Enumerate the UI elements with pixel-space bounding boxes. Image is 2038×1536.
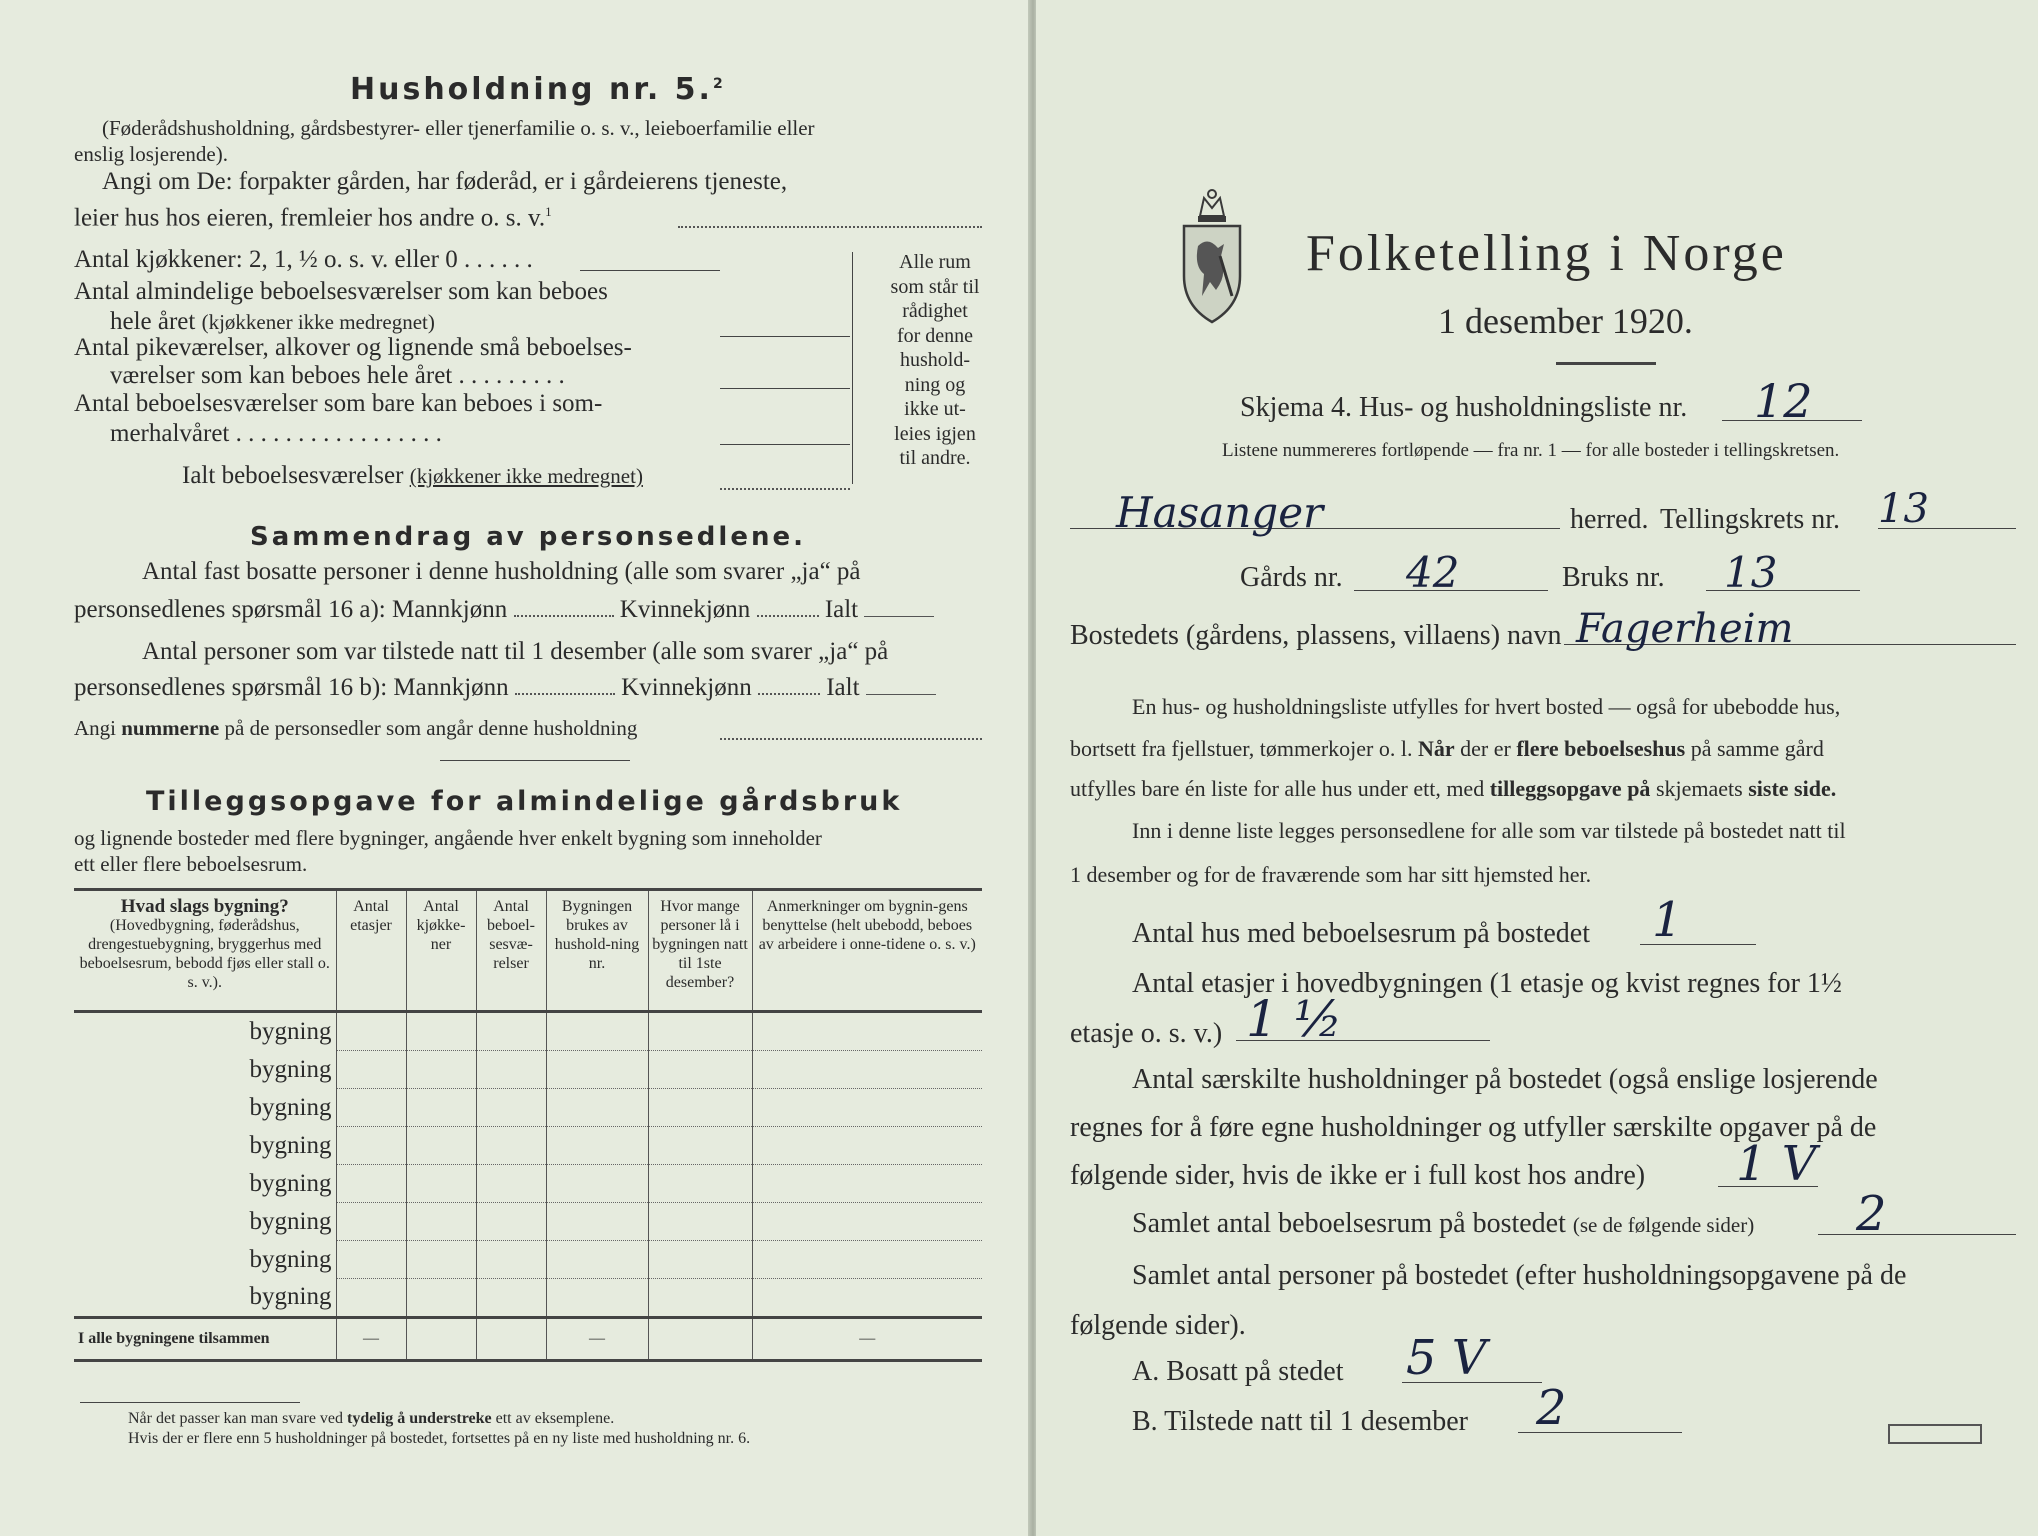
krets-value: 13 [1878,486,1929,532]
supplement-text-1: og lignende bosteder med flere bygninger, angående hver enkelt bygning som inneholder [74,826,822,850]
table-cell [752,1127,982,1165]
table-cell [752,1203,982,1241]
building-label: bygning [249,1093,332,1121]
summary-fast-female-blank [757,615,819,617]
col-floors: Antal etasjer [336,890,406,1012]
instr-2e: på samme gård [1690,736,1824,761]
table-cell [476,1241,546,1279]
instr-4: Inn i denne liste legges personsedlene for alle som var tilstede på bostedet natt til [1132,818,1846,843]
q-rooms-text: Samlet antal beboelsesrum på bostedet [1132,1208,1566,1239]
table-cell [406,1051,476,1089]
table-row [74,1051,982,1089]
total-rooms-label [182,462,643,490]
table-cell [336,1012,406,1051]
summary-present-1: Antal personer som var tilstede natt til 1 desember (alle som svarer „ja“ på [142,638,889,665]
angi-answer-line [678,226,982,228]
table-cell [546,1279,648,1318]
total-dash: — [752,1318,982,1361]
rooms-note [880,250,990,471]
summary-angi-numbers [74,716,637,741]
bruks-label: Bruks nr. [1562,562,1665,593]
total-rooms-answer-line [720,488,850,490]
summary-fast-total-label: Ialt [824,596,859,623]
col-building-type-sub: (Hovedbygning, føderådshus, drengestuebygning, bryggerhus med beboelsesrum, bebodd fjøs eller stall o. s. v.). [79,917,330,991]
table-total-row [74,1318,982,1361]
rooms-brace-line [852,252,853,484]
table-cell [406,1279,476,1318]
gards-value: 42 [1406,548,1460,597]
summer-rooms-1: Antal beboelsesværelser som bare kan beboes i som- [74,390,603,417]
table-cell [648,1318,752,1361]
table-cell [546,1241,648,1279]
instr-3b: tilleggsopgave på [1489,776,1651,801]
footnote-1c: ett av eksemplene. [495,1410,615,1427]
footnote-rule [80,1402,300,1403]
summary-present-total-blank [866,694,936,695]
table-cell [336,1241,406,1279]
table-row [74,1127,982,1165]
summary-present-2 [74,674,936,702]
household-title-text: Husholdning nr. 5. [350,72,713,107]
building-label: bygning [249,1131,332,1159]
table-row [74,1241,982,1279]
summary-present-male-label: personsedlenes spørsmål 16 b): Mannkjønn [74,674,509,701]
supplement-title: Tilleggsopgave for almindelige gårdsbruk [146,786,903,817]
table-cell [648,1241,752,1279]
bruks-value: 13 [1724,548,1778,597]
rooms-note-line: for denne [896,324,974,347]
angi-line-2 [74,204,552,232]
table-cell [406,1089,476,1127]
table-cell [406,1127,476,1165]
summary-angi-a: Angi [74,716,116,740]
a-label: A. Bosatt på stedet [1132,1356,1344,1387]
table-cell [648,1051,752,1089]
summary-fast-female-label: Kvinnekjønn [619,596,751,623]
a-value: 5 V [1406,1330,1487,1386]
kitchens-answer-line [580,270,720,271]
ordinary-rooms-1: Antal almindelige beboelsesværelser som kan beboes [74,278,608,305]
q-rooms-line [1818,1234,2016,1235]
table-cell [476,1165,546,1203]
instr-3 [1070,776,1836,802]
table-row [74,1203,982,1241]
herred-value: Hasanger [1116,488,1324,537]
summary-angi-answer-line [720,738,982,740]
table-cell [648,1127,752,1165]
b-value: 2 [1536,1380,1567,1436]
summary-angi-c: på de personsedler som angår denne husholdning [224,716,638,740]
angi-line-1: Angi om De: forpakter gården, har føderåd, er i gårdeierens tjeneste, [102,168,788,195]
q-households-1: Antal særskilte husholdninger på bostedet (også enslige losjerende [1132,1064,1878,1095]
household-title [350,72,726,107]
skjema-nr-value: 12 [1754,374,1813,428]
summary-present-total-label: Ialt [826,674,860,701]
summary-present-female-label: Kvinnekjønn [621,674,752,701]
table-cell [546,1089,648,1127]
table-cell [336,1279,406,1318]
bosted-value: Fagerheim [1576,606,1794,652]
instr-1: En hus- og husholdningsliste utfylles for hvert bosted — også for ubebodde hus, [1132,694,1841,719]
table-cell [476,1203,546,1241]
table-cell [752,1279,982,1318]
rooms-note-line: som står til [890,275,980,298]
table-cell [546,1012,648,1051]
summary-present-male-blank [515,693,615,695]
krets-label: Tellingskrets nr. [1660,504,1841,535]
footnote-1a: Når det passer kan man svare ved [128,1410,344,1427]
table-cell [648,1165,752,1203]
total-rooms-text: Ialt beboelsesværelser [182,462,404,489]
total-dash: — [546,1318,648,1361]
q-households-2: regnes for å føre egne husholdninger og utfyller særskilte opgaver på de [1070,1112,1877,1143]
rooms-note-line: leies igjen [894,422,976,445]
q-floors-1: Antal etasjer i hovedbygningen (1 etasje og kvist regnes for 1½ [1132,968,1842,999]
maid-rooms-answer-line [720,388,850,389]
table-cell [476,1012,546,1051]
numbering-note: Listene nummereres fortløpende — fra nr. 1 — for alle bosteder i tellingskretsen. [1222,440,1840,461]
table-cell [648,1279,752,1318]
q-houses: Antal hus med beboelsesrum på bostedet [1132,918,1591,949]
table-cell [752,1241,982,1279]
summary-fast-2 [74,596,934,624]
q-rooms-value: 2 [1856,1186,1887,1242]
instr-2a: bortsett fra fjellstuer, tømmerkojer o. l. [1070,736,1413,761]
building-label: bygning [249,1169,332,1197]
table-cell [406,1241,476,1279]
rooms-note-line: ikke ut- [904,398,966,420]
total-label: I alle bygningene tilsammen [74,1318,336,1361]
rooms-note-line: ning og [904,373,966,396]
ordinary-rooms-2 [110,308,435,336]
footnote-1b: tydelig å understreke [347,1410,492,1427]
table-cell [476,1051,546,1089]
ordinary-rooms-answer-line [720,336,850,337]
building-label: bygning [249,1017,332,1045]
q-houses-value: 1 [1652,892,1683,948]
q-persons-2: følgende sider). [1070,1310,1246,1341]
col-building-type [74,890,336,1012]
maid-rooms-1: Antal pikeværelser, alkover og lignende små beboelses- [74,334,632,361]
summary-title: Sammendrag av personsedlene. [250,522,806,552]
instr-2 [1070,736,1824,762]
table-cell [406,1318,476,1361]
q-households-3: følgende sider, hvis de ikke er i full kost hos andre) [1070,1160,1646,1191]
herred-label: herred. [1570,504,1649,535]
table-cell [648,1089,752,1127]
bosted-label: Bostedets (gårdens, plassens, villaens) navn [1070,620,1562,651]
q-persons-1: Samlet antal personer på bostedet (efter husholdningsopgavene på de [1132,1260,1907,1291]
summary-fast-male-blank [514,615,614,617]
table-cell [546,1203,648,1241]
summary-fast-male-label: personsedlenes spørsmål 16 a): Mannkjønn [74,596,508,623]
summary-present-female-blank [758,693,820,695]
col-kitchens: Antal kjøkke-ner [406,890,476,1012]
table-cell [476,1279,546,1318]
table-cell [336,1089,406,1127]
total-dash: — [336,1318,406,1361]
table-cell [546,1127,648,1165]
instr-2b: Når [1417,736,1455,761]
instr-2c: der er [1460,736,1511,761]
table-cell [406,1203,476,1241]
household-intro-1: (Føderådshusholdning, gårdsbestyrer- eller tjenerfamilie o. s. v., leieboerfamilie eller [102,116,815,140]
instr-5: 1 desember og for de fraværende som har sitt hjemsted her. [1070,862,1592,887]
col-rooms: Antal beboel-sesvæ-relser [476,890,546,1012]
table-row [74,1165,982,1203]
q-rooms-small: (se de følgende sider) [1572,1213,1755,1237]
census-title: Folketelling i Norge [1306,225,1787,282]
instr-2d: flere beboelseshus [1516,736,1686,761]
col-persons: Hvor mange personer lå i bygningen natt til 1ste desember? [648,890,752,1012]
maid-rooms-2: værelser som kan beboes hele året . . . . . . . . . [110,362,565,389]
table-cell [752,1089,982,1127]
total-rooms-small: (kjøkkener ikke medregnet) [409,464,643,488]
col-household-nr: Bygningen brukes av hushold-ning nr. [546,890,648,1012]
summer-rooms-answer-line [720,444,850,445]
table-cell [336,1127,406,1165]
rooms-note-line: til andre. [899,447,971,469]
table-cell [476,1089,546,1127]
table-row [74,1279,982,1318]
ordinary-rooms-2-text: hele året [110,308,196,335]
instr-3d: siste side. [1748,776,1837,801]
table-cell [406,1012,476,1051]
table-cell [406,1165,476,1203]
census-date: 1 desember 1920. [1438,301,1693,341]
kitchens-label: Antal kjøkkener: 2, 1, ½ o. s. v. eller 0 . . . . . . [74,246,533,273]
instr-3c: skjemaets [1655,776,1743,801]
building-label: bygning [249,1055,332,1083]
col-remarks: Anmerkninger om bygnin-gens benyttelse (helt ubebodd, beboes av arbeidere i onne-tidene o. s. v.) [752,890,982,1012]
title-divider [1556,362,1656,365]
building-table [74,888,982,1362]
q-floors-2: etasje o. s. v.) [1070,1018,1223,1049]
q-floors-value: 1 ½ [1246,990,1343,1048]
rooms-note-line: Alle rum [899,251,971,273]
summary-fast-1: Antal fast bosatte personer i denne husholdning (alle som svarer „ja“ på [142,558,861,585]
building-label: bygning [249,1283,332,1311]
table-row [74,1012,982,1051]
summary-fast-total-blank [864,616,934,617]
table-cell [648,1012,752,1051]
right-page [1036,0,2038,1536]
table-cell [476,1127,546,1165]
angi-line-2-text: leier hus hos eieren, fremleier hos andre o. s. v. [74,204,546,232]
supplement-text-2: ett eller flere beboelsesrum. [74,852,308,876]
instr-3a: utfylles bare én liste for alle hus under ett, med [1070,776,1485,801]
table-cell [648,1203,752,1241]
household-title-sup: 2 [712,76,726,92]
table-cell [546,1165,648,1203]
table-cell [752,1051,982,1089]
table-cell [752,1012,982,1051]
table-cell [336,1051,406,1089]
ordinary-rooms-2-small: (kjøkkener ikke medregnet) [201,310,435,334]
q-rooms [1132,1208,1754,1240]
angi-line-2-sup: 1 [545,204,552,219]
skjema-label: Skjema 4. Hus- og husholdningsliste nr. [1240,392,1688,423]
summer-rooms-2: merhalvåret . . . . . . . . . . . . . . . . . [110,420,442,447]
building-label: bygning [249,1207,332,1235]
table-cell [336,1165,406,1203]
printer-stamp [1888,1424,1982,1444]
rooms-note-line: hushold- [900,349,970,371]
footnote-2: Hvis der er flere enn 5 husholdninger på bostedet, fortsettes på en ny liste med husholdning nr. 6. [128,1430,751,1447]
table-cell [476,1318,546,1361]
rooms-note-line: rådighet [902,300,968,322]
table-row [74,1089,982,1127]
household-intro-2: enslig losjerende). [74,142,228,166]
q-households-value: 1 V [1736,1136,1817,1192]
section-divider [440,760,630,761]
building-table-header [74,890,982,1012]
b-label: B. Tilstede natt til 1 desember [1132,1406,1468,1437]
col-building-type-title: Hvad slags bygning? [120,896,289,917]
gards-label: Gårds nr. [1240,562,1343,593]
table-cell [336,1203,406,1241]
building-label: bygning [249,1245,332,1273]
table-cell [546,1051,648,1089]
summary-angi-b: nummerne [121,716,220,740]
footnote-1 [128,1410,614,1428]
table-cell [752,1165,982,1203]
coat-of-arms-icon [1180,186,1244,326]
